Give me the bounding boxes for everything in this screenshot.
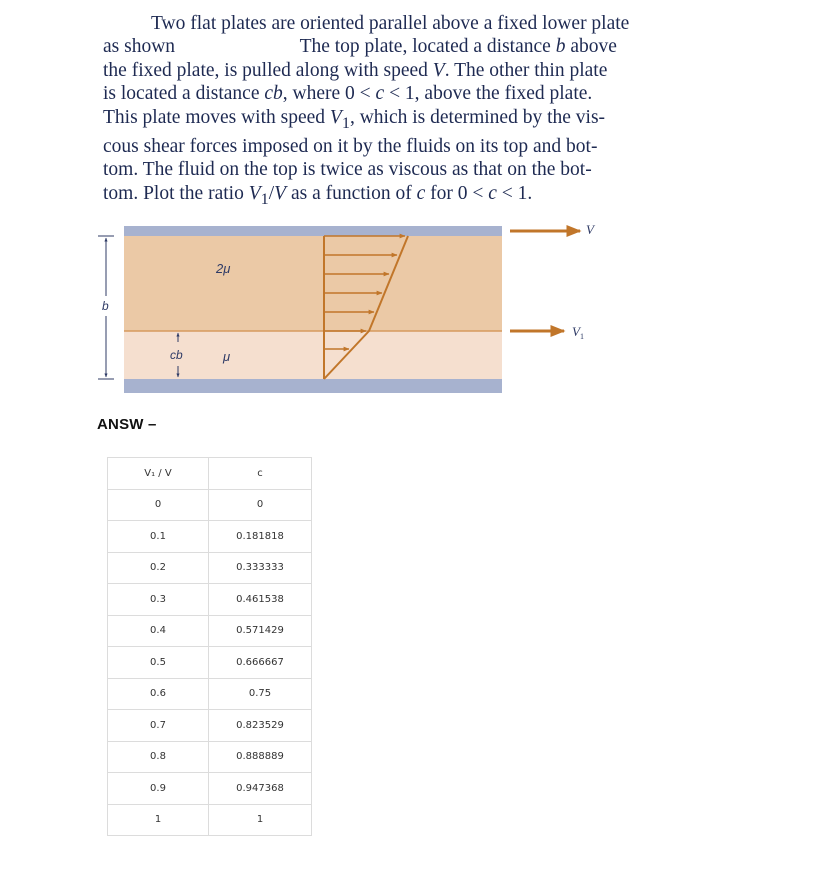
table-cell: 0.2 xyxy=(108,552,209,584)
header-c: c xyxy=(209,458,312,490)
problem-line-3: the fixed plate, is pulled along with speed V. The other thin plate xyxy=(103,59,608,81)
results-table xyxy=(107,457,312,836)
table-cell: 0.9 xyxy=(108,773,209,805)
answer-label: ANSW – xyxy=(97,416,157,433)
problem-line-6: cous shear forces imposed on it by the fluids on its top and bot- xyxy=(103,135,598,157)
middle-plate-speed-label: $V_1$ xyxy=(572,324,584,341)
table-row xyxy=(108,773,312,805)
top-moving-plate xyxy=(124,226,502,236)
table-row xyxy=(108,647,312,679)
table-row xyxy=(108,489,312,521)
table-row xyxy=(108,521,312,553)
header-v1-over-v: V₁ / V xyxy=(108,458,209,490)
table-row xyxy=(108,615,312,647)
table-cell: 0.4 xyxy=(108,615,209,647)
table-cell: 0.888889 xyxy=(209,741,312,773)
table-cell: 0.181818 xyxy=(209,521,312,553)
table-cell: 1 xyxy=(209,804,312,836)
table-row xyxy=(108,552,312,584)
table-cell: 0 xyxy=(108,489,209,521)
table-row xyxy=(108,741,312,773)
problem-line-5: This plate moves with speed $V_1$, which is determined by the vis- xyxy=(103,106,606,132)
table-cell: 0 xyxy=(209,489,312,521)
table-cell: 0.571429 xyxy=(209,615,312,647)
problem-statement xyxy=(103,12,659,211)
top-plate-speed-label: V xyxy=(586,222,594,237)
table-cell: 0.461538 xyxy=(209,584,312,616)
table-cell: 0.666667 xyxy=(209,647,312,679)
problem-line-2: as shown The top plate, located a distance b above xyxy=(103,36,617,58)
table-cell: 0.5 xyxy=(108,647,209,679)
table-cell: 0.823529 xyxy=(209,710,312,742)
table-cell: 0.75 xyxy=(209,678,312,710)
problem-line-1: Two flat plates are oriented parallel above a fixed lower plate xyxy=(151,13,630,34)
problem-line-7: tom. The fluid on the top is twice as viscous as that on the bot- xyxy=(103,159,592,181)
problem-line-8: tom. Plot the ratio $V_1/V$ as a function of c for 0 < c < 1. xyxy=(103,182,533,208)
table-row xyxy=(108,584,312,616)
cb-label: cb xyxy=(170,348,183,362)
table-cell: 1 xyxy=(108,804,209,836)
lower-viscosity-label: μ xyxy=(223,349,231,364)
b-dimension xyxy=(98,236,114,379)
table-cell: 0.3 xyxy=(108,584,209,616)
upper-viscosity-label: 2μ xyxy=(216,261,231,276)
problem-line-4: is located a distance cb, where 0 < c < 1, above the fixed plate. xyxy=(103,83,593,105)
table-cell: 0.947368 xyxy=(209,773,312,805)
table-cell: 0.333333 xyxy=(209,552,312,584)
table-row xyxy=(108,804,312,836)
table-row xyxy=(108,678,312,710)
table-cell: 0.7 xyxy=(108,710,209,742)
fixed-bottom-plate xyxy=(124,379,502,393)
table-header-row xyxy=(108,458,312,490)
plate-flow-diagram xyxy=(88,218,618,400)
table-cell: 0.1 xyxy=(108,521,209,553)
b-label: b xyxy=(102,299,109,313)
table-row xyxy=(108,710,312,742)
upper-fluid-layer xyxy=(124,236,502,331)
table-cell: 0.6 xyxy=(108,678,209,710)
table-cell: 0.8 xyxy=(108,741,209,773)
